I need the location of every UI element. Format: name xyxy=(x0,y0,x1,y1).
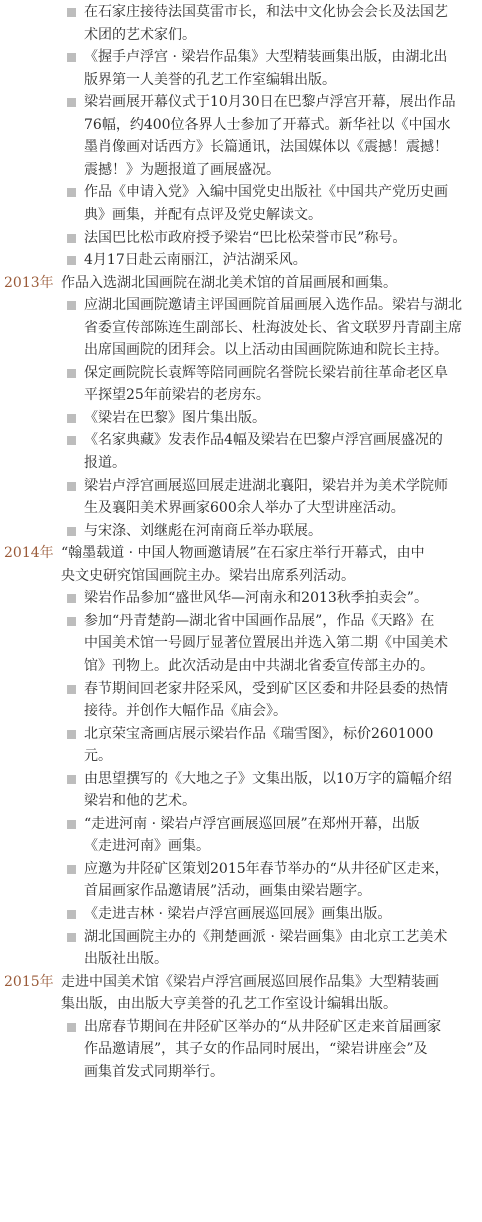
list-item xyxy=(0,860,482,905)
entry-text-line: 《走进吉林 · 梁岩卢浮宫画展巡回展》画集出版。 xyxy=(84,906,392,922)
entry-text-line: 湖北国画院主办的《荆楚画派 · 梁岩画集》由北京工艺美术 xyxy=(84,928,448,945)
entry-text-line: 集出版，由出版大亨美誉的孔艺工作室设计编辑出版。 xyxy=(61,996,397,1013)
list-item xyxy=(0,928,482,973)
list-item xyxy=(0,183,482,228)
entry-text-line: 《梁岩在巴黎》图片集出版。 xyxy=(84,409,266,426)
list-item xyxy=(0,48,482,93)
entry-text-line: 作品《申请入党》入编中国党史出版社《中国共产党历史画 xyxy=(84,184,448,201)
entry-text-line: 《走进河南》画集。 xyxy=(84,838,210,855)
square-bullet-icon xyxy=(67,685,76,694)
square-bullet-icon xyxy=(67,482,76,491)
entry-text-line: 《名家典藏》发表作品4幅及梁岩在巴黎卢浮宫画展盛况的 xyxy=(84,432,443,449)
square-bullet-icon xyxy=(67,53,76,62)
list-item xyxy=(0,815,482,860)
square-bullet-icon xyxy=(67,369,76,378)
entry-text-line: 墨肖像画对话西方》长篇通讯，法国媒体以《震撼！震撼！ xyxy=(84,139,448,156)
square-bullet-icon xyxy=(67,933,76,942)
entry-text-line: 作品入选湖北国画院在湖北美术馆的首届画展和画集。 xyxy=(61,274,397,291)
square-bullet-icon xyxy=(67,98,76,107)
entry-text-line: 平探望25年前梁岩的老房东。 xyxy=(84,387,270,404)
entry-text-line: 出版社出版。 xyxy=(84,951,168,968)
list-item xyxy=(0,409,482,432)
list-item xyxy=(0,522,482,545)
list-item xyxy=(0,680,482,725)
entry-text-line: 报道。 xyxy=(84,454,126,471)
entry-text-line: 典》画集，并配有点评及党史解读文。 xyxy=(84,206,322,223)
square-bullet-icon xyxy=(67,301,76,310)
entry-text-line: 由思望撰写的《大地之子》文集出版，以10万字的篇幅介绍 xyxy=(84,770,452,787)
entry-text-line: 梁岩和他的艺术。 xyxy=(84,793,196,810)
entry-text-line: 梁岩作品参加“盛世风华—河南永和2013秋季拍卖会”。 xyxy=(84,590,428,607)
entry-text-line: 北京荣宝斋画店展示梁岩作品《瑞雪图》，标价2601000 xyxy=(84,725,434,742)
entry-text-line: 出席春节期间在井陉矿区举办的“从井陉矿区走来首届画家 xyxy=(84,1018,442,1035)
entry-text-line: 版界第一人美誉的孔艺工作室编辑出版。 xyxy=(84,71,336,88)
square-bullet-icon xyxy=(67,436,76,445)
entry-text-line: 梁岩画展开幕仪式于10月30日在巴黎卢浮宫开幕，展出作品 xyxy=(84,94,456,111)
entry-text-line: 术团的艺术家们。 xyxy=(84,26,196,43)
entry-text-line: 接待。并创作大幅作品《庙会》。 xyxy=(84,703,287,720)
square-bullet-icon xyxy=(67,1023,76,1032)
entry-text-line: 画集首发式同期举行。 xyxy=(84,1063,224,1080)
entry-text-line: 生及襄阳美术界画家600余人举办了大型讲座活动。 xyxy=(84,500,405,517)
list-item xyxy=(0,905,482,928)
entry-text-line: “翰墨载道 · 中国人物画邀请展”在石家庄举行开幕式，由中 xyxy=(61,545,425,562)
entry-text-line: 元。 xyxy=(84,748,112,765)
square-bullet-icon xyxy=(67,617,76,626)
square-bullet-icon xyxy=(67,820,76,829)
list-item xyxy=(0,612,482,680)
list-item xyxy=(0,3,482,48)
square-bullet-icon xyxy=(67,775,76,784)
entry-text-line: 春节期间回老家井陉采风，受到矿区区委和井陉县委的热情 xyxy=(84,680,448,697)
list-item xyxy=(0,296,482,364)
square-bullet-icon xyxy=(67,910,76,919)
list-item xyxy=(0,477,482,522)
entry-text-line: 作品邀请展”，其子女的作品同时展出，“梁岩讲座会”及 xyxy=(84,1041,428,1058)
entry-text-line: 在石家庄接待法国莫雷市长，和法中文化协会会长及法国艺 xyxy=(84,4,448,20)
square-bullet-icon xyxy=(67,527,76,536)
entry-text-line: 梁岩卢浮宫画展巡回展走进湖北襄阳，梁岩并为美术学院师 xyxy=(84,477,448,494)
entry-text-line: 馆》刊物上。此次活动是由中共湖北省委宣传部主办的。 xyxy=(84,657,434,674)
list-item xyxy=(0,725,482,770)
entry-text-line: 走进中国美术馆《梁岩卢浮宫画展巡回展作品集》大型精装画 xyxy=(61,973,439,990)
list-item xyxy=(0,229,482,252)
list-item xyxy=(0,251,482,274)
entry-text-line: 出席国画院的团拜会。以上活动由国画院陈迪和院长主持。 xyxy=(84,342,448,359)
entry-text-line: 法国巴比松市政府授予梁岩“巴比松荣誉市民”称号。 xyxy=(84,229,407,246)
square-bullet-icon xyxy=(67,730,76,739)
list-item xyxy=(0,93,482,183)
entry-text-line: 76幅，约400位各界人士参加了开幕式。新华社以《中国水 xyxy=(84,116,451,133)
list-item xyxy=(0,431,482,476)
entry-text-line: 央文史研究馆国画院主办。梁岩出席系列活动。 xyxy=(61,567,355,584)
square-bullet-icon xyxy=(67,256,76,265)
entry-text-line: 首届画家作品邀请展”活动，画集由梁岩题字。 xyxy=(84,883,372,900)
entry-text-line: 应邀为井陉矿区策划2015年春节举办的“从井径矿区走来， xyxy=(84,860,449,877)
year-label: 2015年 xyxy=(4,973,54,990)
square-bullet-icon xyxy=(67,234,76,243)
square-bullet-icon xyxy=(67,594,76,603)
entry-text-line: 4月17日赴云南丽江，泸沽湖采风。 xyxy=(84,252,307,269)
square-bullet-icon xyxy=(67,188,76,197)
list-item xyxy=(0,770,482,815)
square-bullet-icon xyxy=(67,414,76,423)
year-entry xyxy=(0,544,482,589)
entry-text-line: 震撼！》为题报道了画展盛况。 xyxy=(84,161,280,178)
year-label: 2014年 xyxy=(4,545,54,562)
entry-text-line: 中国美术馆一号圆厅显著位置展出并选入第二期《中国美术 xyxy=(84,635,448,652)
year-label: 2013年 xyxy=(4,274,54,291)
square-bullet-icon xyxy=(67,8,76,17)
entry-text-line: 省委宣传部陈连生副部长、杜海波处长、省文联罗丹青副主席 xyxy=(84,319,462,336)
entry-text-line: 与宋涤、刘继彪在河南商丘举办联展。 xyxy=(84,522,322,539)
list-item xyxy=(0,364,482,409)
entry-text-line: “走进河南 · 梁岩卢浮宫画展巡回展”在郑州开幕，出版 xyxy=(84,815,420,832)
entry-text-line: 参加“丹青楚韵—湖北省中国画作品展”，作品《天路》在 xyxy=(84,612,435,629)
entry-text-line: 《握手卢浮宫 · 梁岩作品集》大型精装画集出版，由湖北出 xyxy=(84,49,448,66)
year-entry xyxy=(0,973,482,1018)
square-bullet-icon xyxy=(67,865,76,874)
year-entry xyxy=(0,274,482,297)
entry-text-line: 保定画院院长袁辉等陪同画院名誉院长梁岩前往革命老区阜 xyxy=(84,364,448,381)
list-item xyxy=(0,589,482,612)
list-item xyxy=(0,1018,482,1086)
entry-text-line: 应湖北国画院邀请主评国画院首届画展入选作品。梁岩与湖北 xyxy=(84,297,462,314)
